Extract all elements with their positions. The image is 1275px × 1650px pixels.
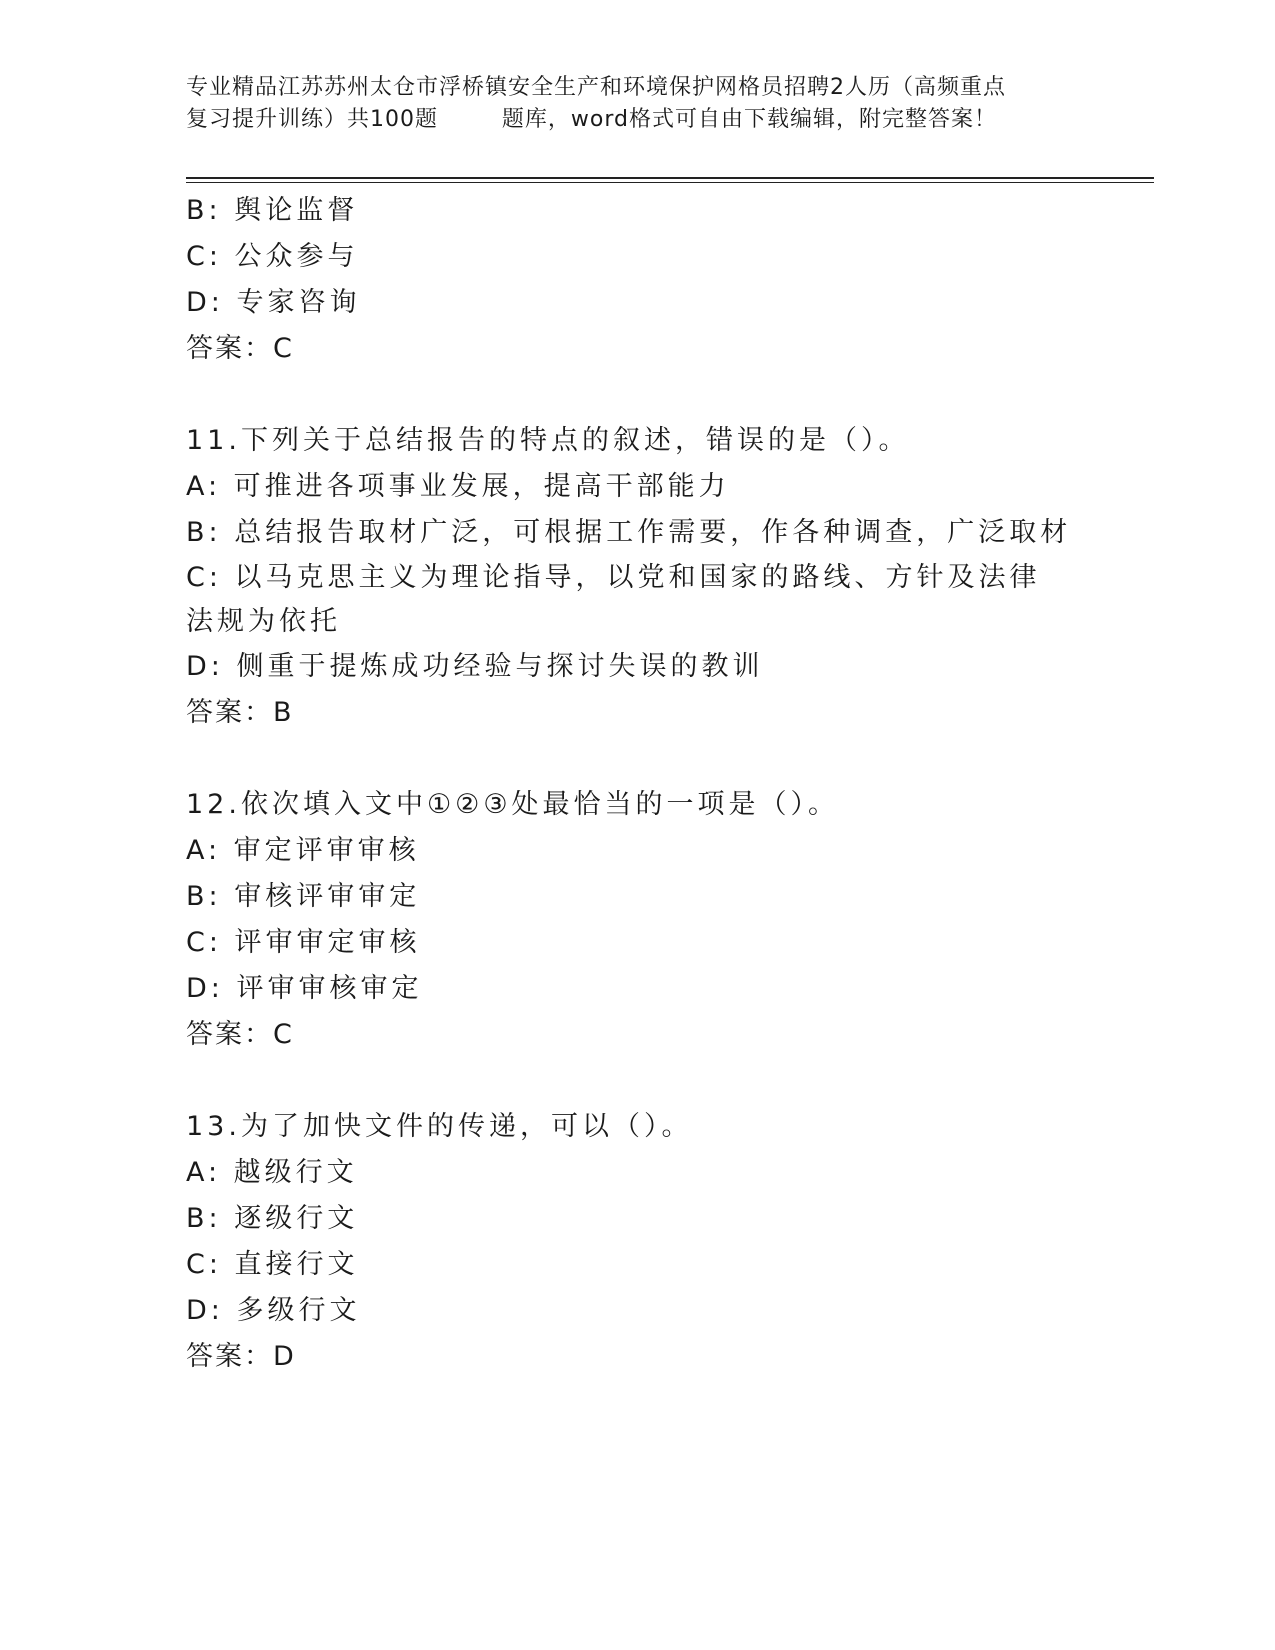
- spacer: [186, 1058, 1086, 1104]
- answer-text: 答案：C: [186, 1019, 294, 1050]
- option-c: C: 以马克思主义为理论指导，以党和国家的路线、方针及法律法规为依托: [186, 562, 1041, 637]
- answer-text: 答案：B: [186, 697, 294, 728]
- option-d: D: 专家咨询: [186, 287, 361, 318]
- answer-text: 答案：D: [186, 1341, 296, 1372]
- header-divider-thick: [186, 177, 1154, 179]
- header-divider-thin: [186, 182, 1154, 183]
- question-11: [186, 418, 1086, 736]
- question-12: [186, 782, 1086, 1058]
- question-13: [186, 1104, 1086, 1380]
- question-stem: 13.为了加快文件的传递，可以（）。: [186, 1111, 693, 1142]
- option-b: B: 逐级行文: [186, 1203, 359, 1234]
- option-d: D: 侧重于提炼成功经验与探讨失误的教训: [186, 651, 764, 682]
- option-c: C: 评审审定审核: [186, 927, 421, 958]
- question-stem: 11.下列关于总结报告的特点的叙述，错误的是（）。: [186, 425, 910, 456]
- option-d: D: 多级行文: [186, 1295, 361, 1326]
- option-c: C: 公众参与: [186, 241, 359, 272]
- option-a: A: 可推进各项事业发展，提高干部能力: [186, 471, 730, 502]
- page-header: [186, 72, 1086, 136]
- question-stem: 12.依次填入文中①②③处最恰当的一项是（）。: [186, 789, 840, 820]
- header-title-line2: 复习提升训练）共100题 题库，word格式可自由下载编辑，附完整答案！: [186, 107, 998, 132]
- previous-question-tail: [186, 188, 1086, 372]
- option-a: A: 越级行文: [186, 1157, 358, 1188]
- spacer: [186, 372, 1086, 418]
- option-d: D: 评审审核审定: [186, 973, 423, 1004]
- option-b: B: 总结报告取材广泛，可根据工作需要，作各种调查，广泛取材: [186, 517, 1072, 548]
- option-c: C: 直接行文: [186, 1249, 359, 1280]
- option-b: B: 舆论监督: [186, 195, 359, 226]
- header-title-line1: 专业精品江苏苏州太仓市浮桥镇安全生产和环境保护网格员招聘2人历（高频重点: [186, 75, 1006, 100]
- answer-text: 答案：C: [186, 333, 294, 364]
- spacer: [186, 736, 1086, 782]
- option-a: A: 审定评审审核: [186, 835, 420, 866]
- option-b: B: 审核评审审定: [186, 881, 421, 912]
- question-list: [186, 188, 1086, 1380]
